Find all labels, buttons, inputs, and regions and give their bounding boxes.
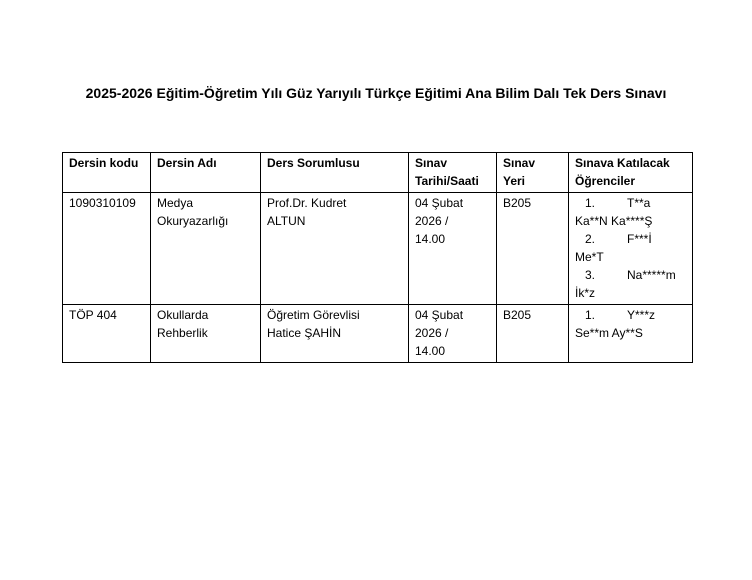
- cell-students: [569, 305, 693, 363]
- exam-schedule-table: [62, 152, 693, 363]
- cell-course-code: TÖP 404: [63, 305, 151, 363]
- cell-exam-place: B205: [497, 305, 569, 363]
- cell-course-code: 1090310109: [63, 193, 151, 305]
- header-course-name: Dersin Adı: [151, 153, 261, 193]
- header-course-code: Dersin kodu: [63, 153, 151, 193]
- cell-course-name: Medya Okuryazarlığı: [151, 193, 261, 305]
- header-instructor: Ders Sorumlusu: [261, 153, 409, 193]
- cell-exam-place: B205: [497, 193, 569, 305]
- header-exam-place: Sınav Yeri: [497, 153, 569, 193]
- cell-students: [569, 193, 693, 305]
- list-item: 3. Na*****m İk*z: [575, 268, 676, 300]
- cell-exam-date: 04 Şubat 2026 / 14.00: [409, 193, 497, 305]
- header-students: Sınava Katılacak Öğrenciler: [569, 153, 693, 193]
- list-item: 2. F***İ Me*T: [575, 232, 652, 264]
- student-list: [575, 306, 688, 342]
- cell-instructor: Prof.Dr. Kudret ALTUN: [261, 193, 409, 305]
- table-header-row: [63, 153, 693, 193]
- cell-exam-date: 04 Şubat 2026 / 14.00: [409, 305, 497, 363]
- student-list: [575, 194, 688, 302]
- header-exam-date: Sınav Tarihi/Saati: [409, 153, 497, 193]
- document-title: 2025-2026 Eğitim-Öğretim Yılı Güz Yarıyılı Türkçe Eğitimi Ana Bilim Dalı Tek Ders Sınavı: [85, 85, 667, 101]
- list-item: 1. T**a Ka**N Ka****Ş: [575, 196, 653, 228]
- table-row: [63, 193, 693, 305]
- list-item: 1. Y***z Se**m Ay**S: [575, 308, 656, 340]
- cell-instructor: Öğretim Görevlisi Hatice ŞAHİN: [261, 305, 409, 363]
- cell-course-name: Okullarda Rehberlik: [151, 305, 261, 363]
- table-row: [63, 305, 693, 363]
